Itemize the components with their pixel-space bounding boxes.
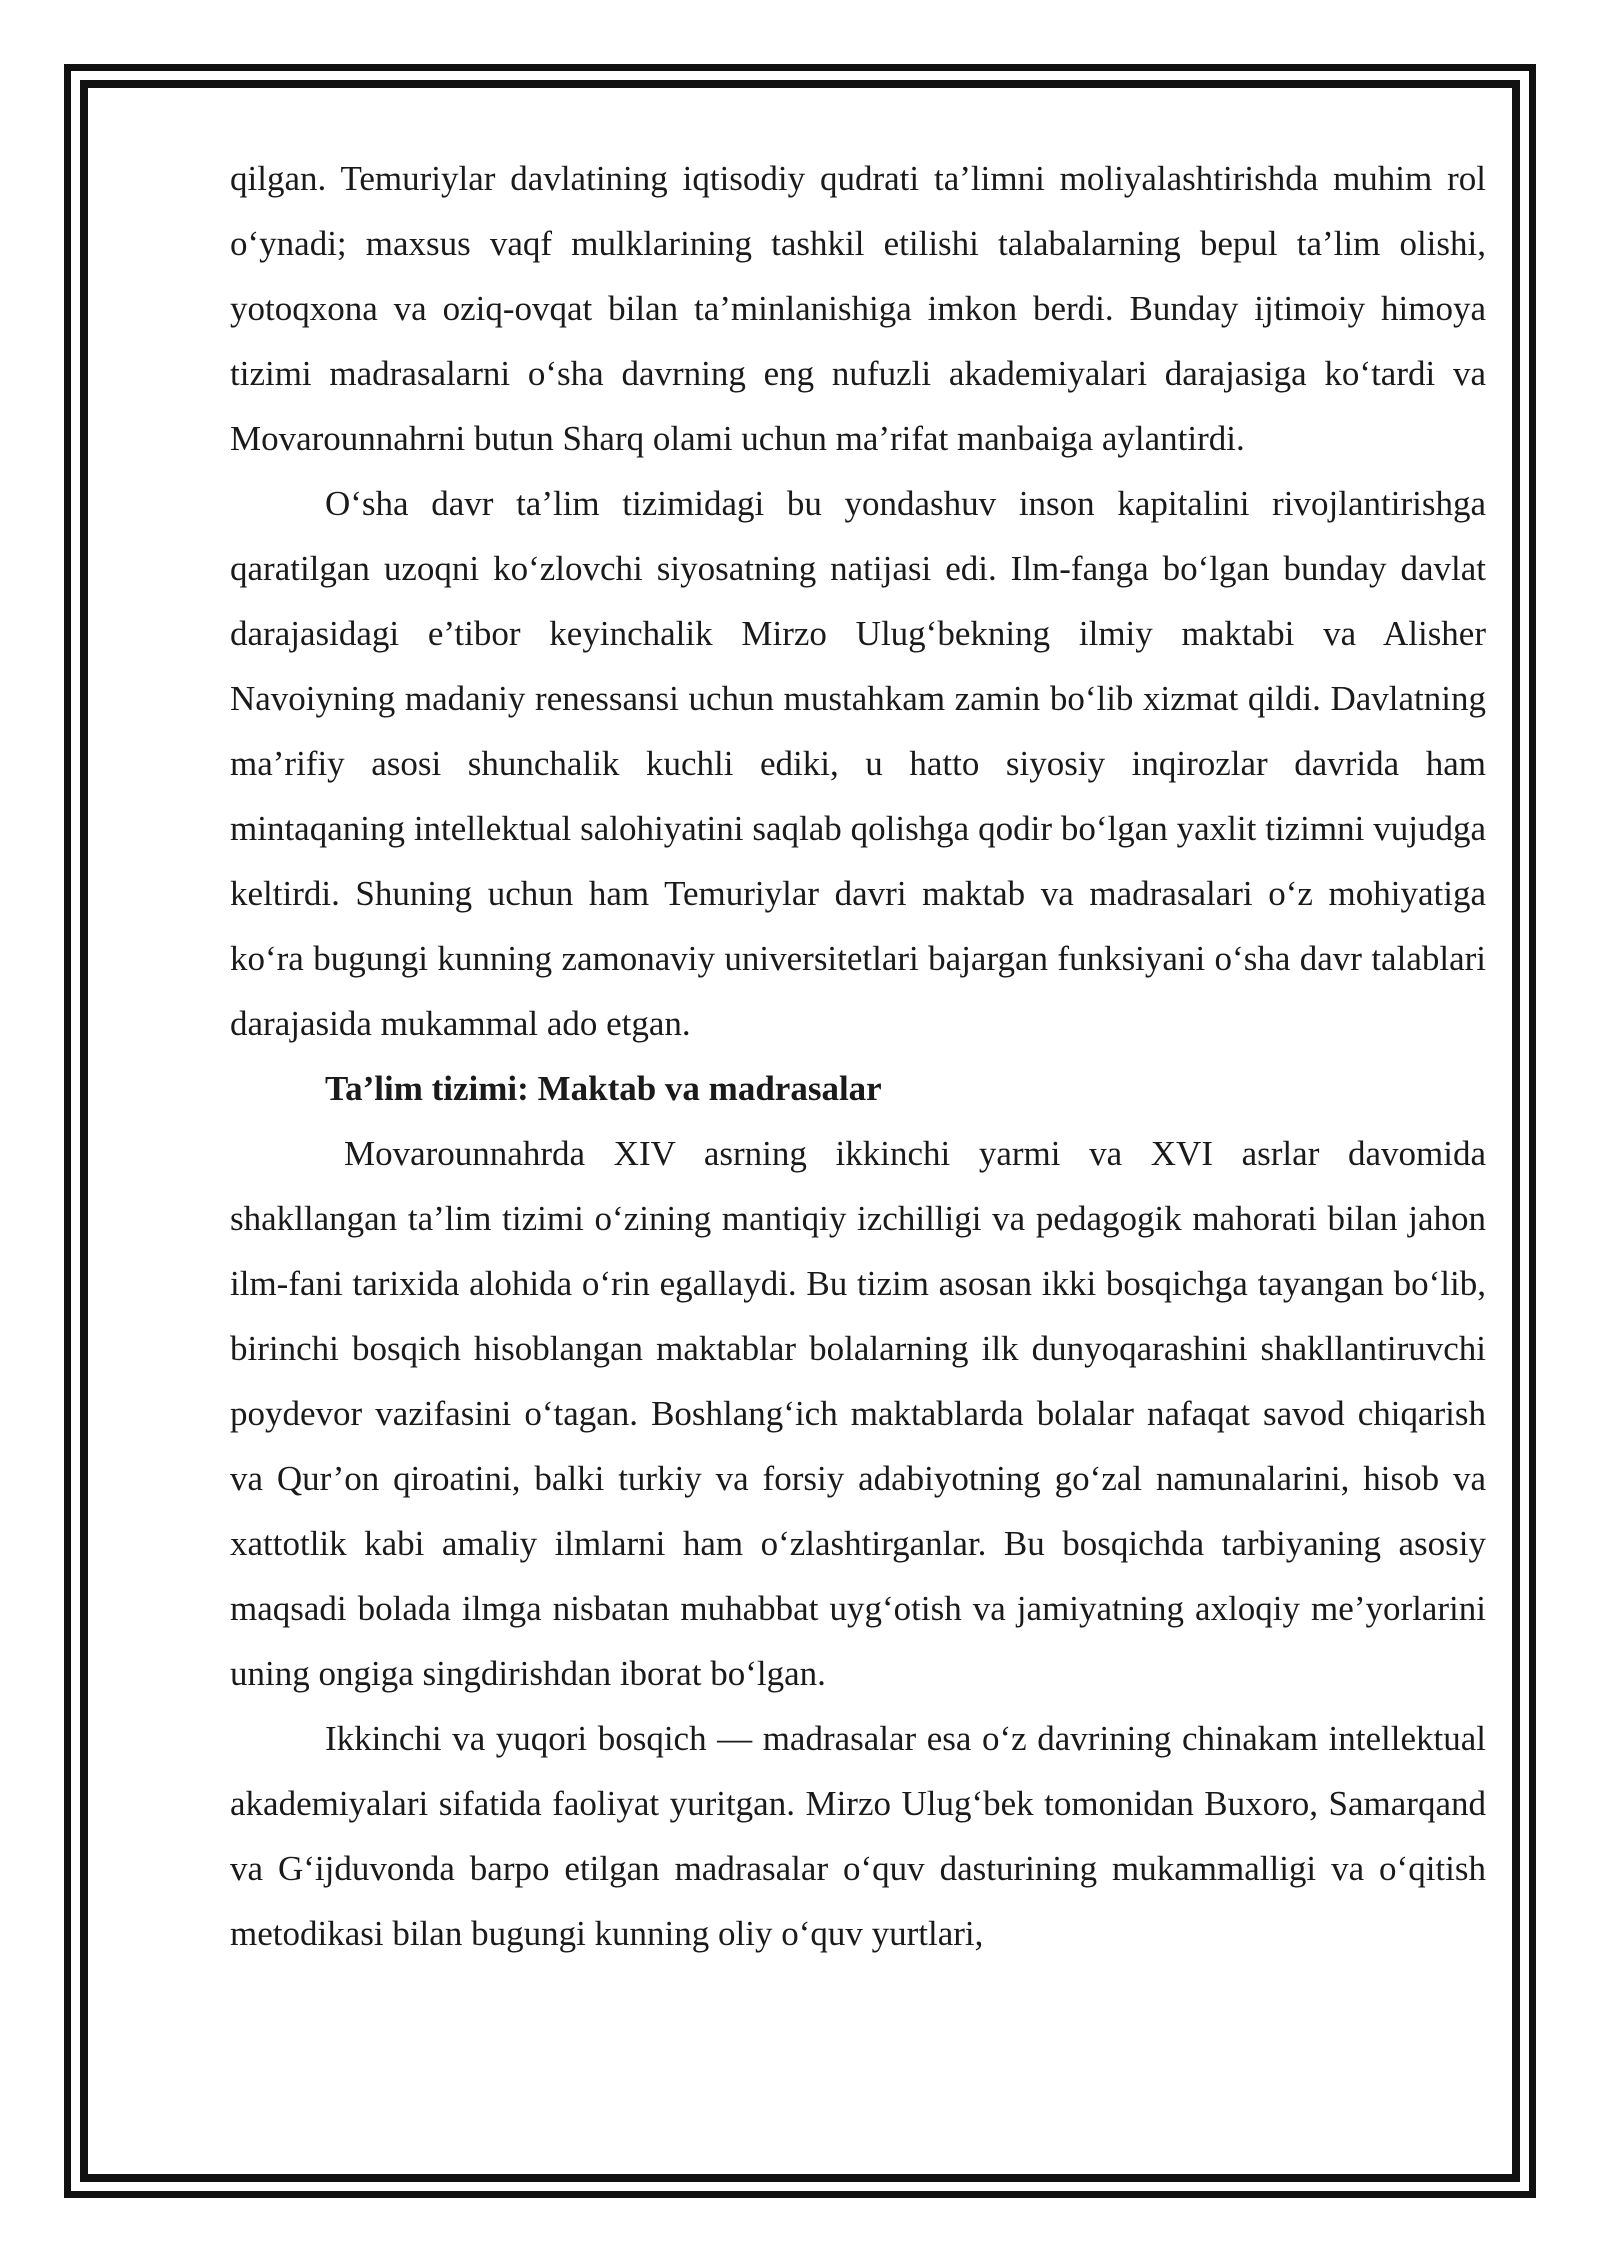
paragraph-continuation: qilgan. Temuriylar davlatining iqtisodiy qudrati ta’limni moliyalashtirishda muhim rol o‘ynadi; maxsus vaqf mulklarining tashkil etilishi talabalarning bepul ta’lim olishi, yotoqxona va oziq-ovqat bilan ta’minlanishiga imkon berdi. Bunday ijtimoiy himoya tizimi madrasalarni o‘sha davrning eng nufuzli akademiyalari darajasiga ko‘tardi va Movarounnahrni butun Sharq olami uchun ma’rifat manbaiga aylantirdi. — [230, 159, 1486, 458]
paragraph-madrasas: Ikkinchi va yuqori bosqich — madrasalar esa o‘z davrining chinakam intellektual akademiyalari sifatida faoliyat yuritgan. Mirzo Ulug‘bek tomonidan Buxoro, Samarqand va G‘ijduvonda barpo etilgan madrasalar o‘quv dasturining mukammalligi va o‘qitish metodikasi bilan bugungi kunning oliy o‘quv yurtlari, — [230, 1719, 1486, 1953]
document-body — [230, 146, 1486, 1966]
section-heading: Ta’lim tizimi: Maktab va madrasalar — [325, 1069, 882, 1108]
paragraph-education-system: Movarounnahrda XIV asrning ikkinchi yarmi va XVI asrlar davomida shakllangan ta’lim tizimi o‘zining mantiqiy izchilligi va pedagogik mahorati bilan jahon ilm-fani tarixida alohida o‘rin egallaydi. Bu tizim asosan ikki bosqichga tayangan bo‘lib, birinchi bosqich hisoblangan maktablar bolalarning ilk dunyoqarashini shakllantiruvchi poydevor vazifasini o‘tagan. Boshlang‘ich maktablarda bolalar nafaqat savod chiqarish va Qur’on qiroatini, balki turkiy va forsiy adabiyotning go‘zal namunalarini, hisob va xattotlik kabi amaliy ilmlarni ham o‘zlashtirganlar. Bu bosqichda tarbiyaning asosiy maqsadi bolada ilmga nisbatan muhabbat uyg‘otish va jamiyatning axloqiy me’yorlarini uning ongiga singdirishdan iborat bo‘lgan. — [230, 1134, 1486, 1693]
paragraph-education-approach: O‘sha davr ta’lim tizimidagi bu yondashuv inson kapitalini rivojlantirishga qaratilgan uzoqni ko‘zlovchi siyosatning natijasi edi. Ilm-fanga bo‘lgan bunday davlat darajasidagi e’tibor keyinchalik Mirzo Ulug‘bekning ilmiy maktabi va Alisher Navoiyning madaniy renessansi uchun mustahkam zamin bo‘lib xizmat qildi. Davlatning ma’rifiy asosi shunchalik kuchli ediki, u hatto siyosiy inqirozlar davrida ham mintaqaning intellektual salohiyatini saqlab qolishga qodir bo‘lgan yaxlit tizimni vujudga keltirdi. Shuning uchun ham Temuriylar davri maktab va madrasalari o‘z mohiyatiga ko‘ra bugungi kunning zamonaviy universitetlari bajargan funksiyani o‘sha davr talablari darajasida mukammal ado etgan. — [230, 484, 1486, 1043]
